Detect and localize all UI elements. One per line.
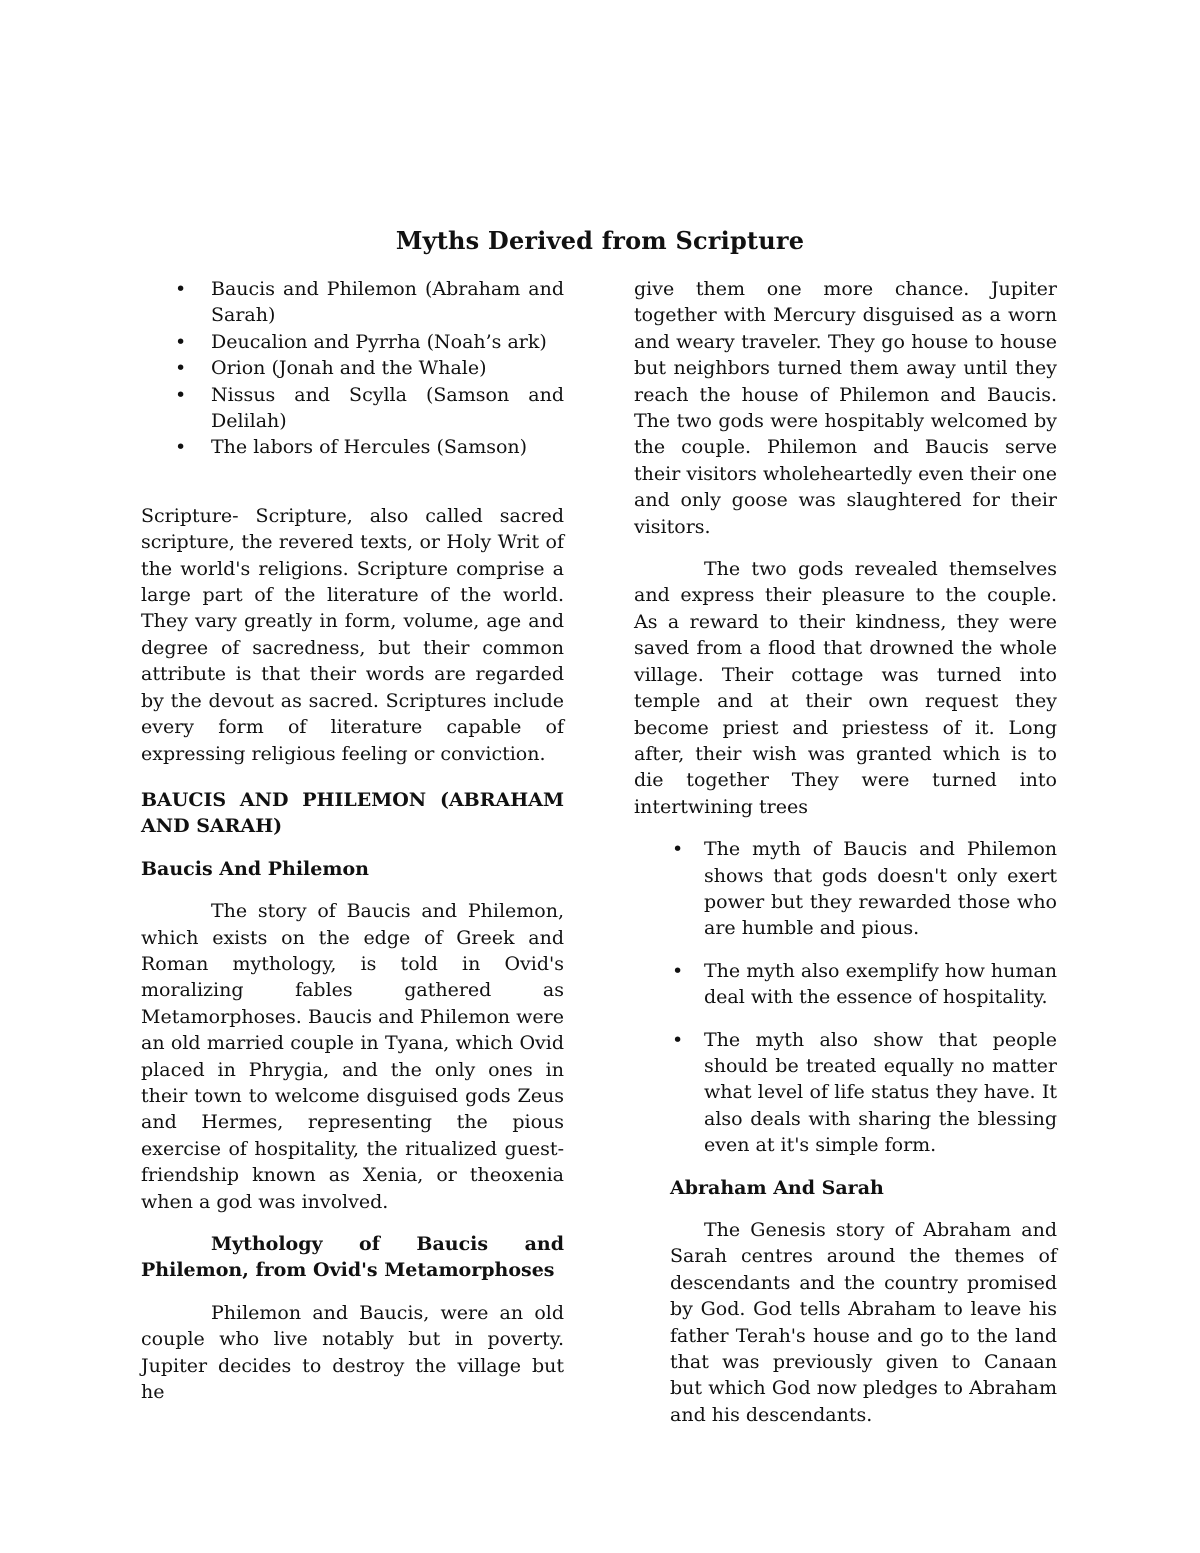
mythology-paragraph-cont: give them one more chance. Jupiter together with Mercury disguised as a worn and weary traveler. They go house to house but neighbors turned them away until they reach the house of Philemon and Baucis. The two gods were hospitably welcomed by the couple. Philemon and Baucis serve their visitors wholeheartedly even their one and only goose was slaughtered for their visitors. [634,278,1057,538]
bullet-icon: • [672,838,684,861]
list-item: • The myth also show that people should be treated equally no matter what level of life status they have. It also deals with sharing the blessing even at it's simple form. [672,1028,1057,1157]
page-title: Myths Derived from Scripture [395,226,805,255]
baucis-paragraph: The story of Baucis and Philemon, which exists on the edge of Greek and Roman mythology, is told in Ovid's moralizing fables gathered as Metamorphoses. Baucis and Philemon were an old married couple in Tyana, which Ovid placed in Phrygia, and the only ones in their town to welcome disguised gods Zeus and Hermes, representing the pious exercise of hospitality, the ritualized guest-friendship known as Xenia, or theoxenia when a god was involved. [141,900,564,1213]
subheading-abraham: Abraham And Sarah [670,1176,884,1199]
myth-list [141,276,564,461]
right-column [634,276,1057,1428]
bullet-icon: • [175,436,187,459]
list-item: • Nissus and Scylla (Samson and Delilah) [175,383,564,433]
subheading-baucis: Baucis And Philemon [141,857,369,880]
bullet-icon: • [175,330,187,353]
left-column [141,276,564,1405]
list-item: • The myth also exemplify how human deal with the essence of hospitality. [672,959,1057,1009]
bullet-icon: • [672,959,684,982]
bullet-icon: • [175,278,187,300]
list-item: • Deucalion and Pyrrha (Noah’s ark) [141,329,564,355]
list-item: • The myth of Baucis and Philemon shows that gods doesn't only exert power but they rewarded those who are humble and pious. [672,838,1057,940]
bullet-icon: • [175,383,187,406]
scripture-paragraph: Scripture- Scripture, also called sacred scripture, the revered texts, or Holy Writ of the world's religions. Scripture comprise a large part of the literature of the world. They vary greatly in form, volume, age and degree of sacredness, but their common attribute is that their words are regarded by the devout as sacred. Scriptures include every form of literature capable of expressing religious feeling or conviction. [141,504,564,765]
bullet-icon: • [672,1028,684,1051]
list-item: • The labors of Hercules (Samson) [141,434,564,460]
lessons-list [634,836,1057,1158]
list-item: • Orion (Jonah and the Whale) [141,355,564,381]
gods-revealed-paragraph: The two gods revealed themselves and express their pleasure to the couple. As a reward to their kindness, they were saved from a flood that drowned the whole village. Their cottage was turned into temple and at their own request they become priest and priestess of it. Long after, their wish was granted which is to die together They were turned into intertwining trees [634,558,1057,818]
list-item: • Baucis and Philemon (Abraham and Sarah) [175,278,564,327]
abraham-section [634,1175,1057,1429]
mythology-paragraph-start: Philemon and Baucis, were an old couple who live notably but in poverty. Jupiter decides to destroy the village but he [141,1301,564,1404]
bullet-icon: • [175,357,187,380]
abraham-paragraph: The Genesis story of Abraham and Sarah centres around the themes of descendants and the country promised by God. God tells Abraham to leave his father Terah's house and go to the land that was previously given to Canaan but which God now pledges to Abraham and his descendants. [670,1219,1057,1426]
subheading-mythology: Mythology of Baucis and Philemon, from Ovid's Metamorphoses [141,1233,564,1282]
section-heading: BAUCIS AND PHILEMON (ABRAHAM AND SARAH) [141,788,564,838]
